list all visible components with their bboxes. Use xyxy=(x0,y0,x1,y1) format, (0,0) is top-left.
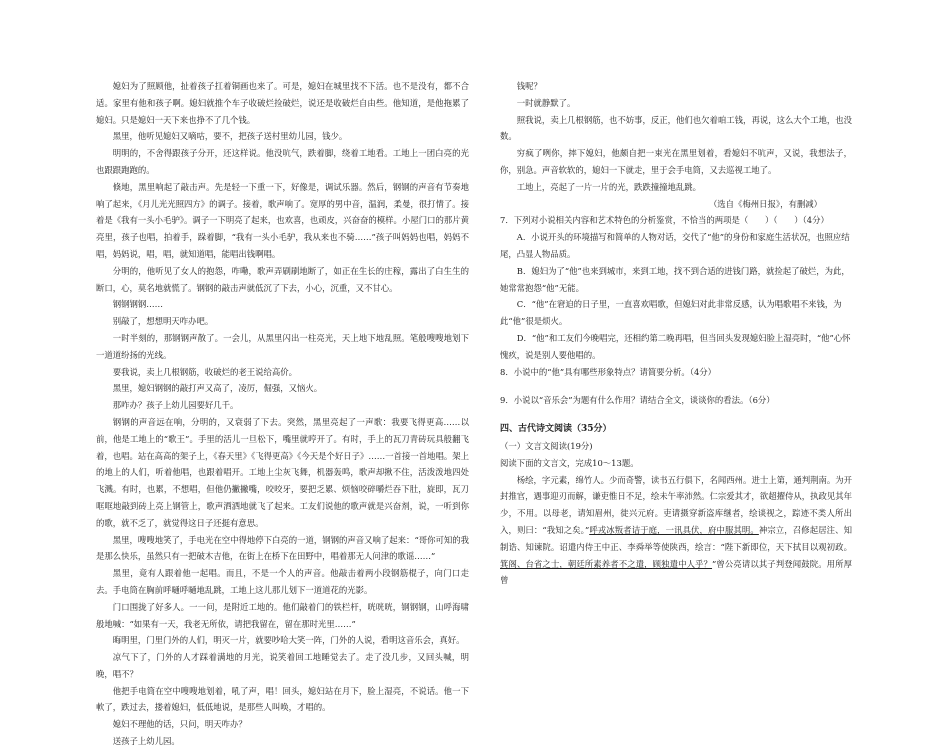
story-paragraph: 别敲了，想想明天咋办吧。 xyxy=(112,316,214,327)
option-c: C．“他”在窘迫的日子里，一直喜欢唱歌，但媳妇对此非常反感，认为唱歌唱不来钱，为此“他”很是烦火。 xyxy=(500,299,842,327)
story-paragraph: 照我说，卖上几根钢筋，也不妨事，反正，他们也欠着咱工钱，再说，这么大个工地，也没数。 xyxy=(500,114,852,142)
question-7: 7．下列对小说相关内容和艺术特色的分析鉴赏，不恰当的两项是（ ）（ ）（4分） xyxy=(500,215,829,226)
story-paragraph: 倏地，黑里响起了敲击声。先是轻一下重一下，好像是，调试乐器。然后，钢钢的声音有节奏地响了起来，《月儿光光照四方》的调子。接着，歌声响了。宽厚的男中音，温润，柔曼，很打情了。接着是《我有一头小毛驴》。调子一下明亮了起来，也欢喜，也顽皮，兴奋奋的模样。小屋门口的那片黄亮里，孩子也唱，拍着手，跺着脚，“我有一头小毛驴，我从来也不骑……”孩子叫妈妈也唱，妈妈不唱，妈妈说，唱，唱，就知道唱，能唱出钱啊唱。 xyxy=(96,181,469,259)
story-paragraph: 黑里，竟有人跟着他一起唱。而且，不是一个人的声音。他敲击着两小段钢筋棍子，向门口走去。手电筒在胸前呼嗵呼嗵地乱跳，工地上这儿那儿划下一道道花的光影。 xyxy=(96,568,469,595)
instruction: 阅读下面的文言文，完成10～13题。 xyxy=(500,457,639,468)
story-paragraph: 黑里，嗖嗖地笑了，手电光在空中得地停下白亮的一道，钢钢的声音又响了起来：“哥你可知的我是那么快乐，虽然只有一把破木吉他，在街上在桥下在田野中，唱着那无人问津的歌谣……” xyxy=(96,534,469,562)
passage-text: 神宗立，召修起居注、知制诰、知谏院。诏遣内侍王中正、李舜举等使陕西，绘言：“陛下新即位，天下拭目以观初政。 xyxy=(500,524,852,552)
option-b: B．媳妇为了“他”也来到城市，来到工地，找不到合适的进钱门路，就捡起了破烂，为此，她常常抱怨“他”无能。 xyxy=(500,265,850,293)
underlined-sentence: 箕阁、台省之士，朝廷所素养者不之遣，顾独遣中人乎？ xyxy=(500,558,713,569)
story-paragraph: 钢钢钢钢…… xyxy=(112,299,164,310)
story-paragraph: 媳妇为了照顾他，扯着孩子扛着铜画也来了。可是，媳妇在城里找不下活。也不是没有，都不合适。家里有他和孩子啊。媳妇就推个车子收破烂捡破烂，说还是收破烂自由些。他知道，是他拖累了媳妇。只是媳妇一天下来也挣不了几个钱。 xyxy=(96,81,469,125)
story-paragraph: 钢钢的声音远在响，分明的，又衰弱了下去。突然，黑里亮起了一声歌：我要飞得更高……以前，他是工地上的“歌王”。手里的活儿一旦松下，嘴里就哼开了。有时，手上的瓦刀青砖玩具般翻飞着，也唱。站在高高的架子上，《春天里》《飞得更高》《今天是个好日子》……一首接一首地唱。架上的地上的人们，听着他唱，也跟着唱开。工地上尘灰飞舞，机器轰鸣，歌声却揪不住，活泼泼地四处飞溅。有时，也累，不想唱，但他仍撇撇嘴，咬咬牙，要把乏累、烦恼咬碎嚼烂吞下肚，旋即，瓦刀哐哐地敲到砖上亮上钢管上，歌声洒洒地就飞了起来。工友们说他的歌声就是兴奋剂，说，一听到你的歌，就不乏了，就觉得这日子还挺有意思。 xyxy=(96,416,469,528)
source-note: （选自《梅州日报》，有删减） xyxy=(708,198,822,209)
story-paragraph: 钱呢？ xyxy=(516,81,542,91)
classical-passage xyxy=(500,472,852,590)
story-paragraph: 晦明里，门里门外的人们，明灭一片，就要吵哈大笑一阵，门外的人说，看明这音乐会，真好。 xyxy=(112,635,465,646)
story-paragraph: 明明的，不舍得跟孩子分开，还这样说。他没吭气，跌着脚，绕着工地看。工地上一团白亮的光也跟跟跑跑的。 xyxy=(96,148,469,175)
option-d: D．“他”和工友们今晚唱完，还相约第二晚再唱，但当回头发现媳妇脸上湿亮时，“他”心怀愧疚，说是别人要他唱的。 xyxy=(500,332,851,360)
story-paragraph: 分明的，他听见了女人的抱怨，咋嘞，歌声弄刷刷地断了，如正在生长的庄稼，露出了白生生的断口，心，莫名地就慌了。钢钢的敲击声就低沉了下去，小心，沉重，又不甘心。 xyxy=(96,265,469,293)
story-paragraph: 送孩子上幼儿园。 xyxy=(112,736,180,747)
story-paragraph: 凉气下了，门外的人才踩着满地的月光，说笑着回工地睡觉去了。走了没几步，又回头喊，明晚，唱不？ xyxy=(96,652,469,679)
left-column xyxy=(96,78,469,750)
passage-text: 杨绘，字元素，绵竹人。少而奇警，读书五行俱下，名闻西州。进士上第，通判荆南。为开封推官，遇事迎刃而解，谦吏惟日不足，绘未午率沛然。仁宗爱其才，欲超擢侍从，执政见其年少，不用。以母老，请知眉州，徙兴元府。吏请摄穿新盗库继者，绘谈视之，踪迹不类人所出入，则曰：“我知之矣。” xyxy=(500,474,852,535)
right-column xyxy=(500,78,852,589)
subsection-title: （一）文言文阅读(19分) xyxy=(500,440,593,451)
story-paragraph: 一时半刻的，那钢钢声散了。一会儿，从黑里闪出一柱亮光，天上地下地乱照。笔般嗖嗖地划下一道道纷扬的光线。 xyxy=(96,332,469,360)
story-paragraph: 黑里，媳妇钢钢的敲打声又高了，凌厉，倔强，又恼火。 xyxy=(112,383,323,394)
answer-space xyxy=(500,409,852,421)
story-paragraph: 媳妇不理他的话，只问，明天咋办？ xyxy=(112,719,247,730)
answer-space xyxy=(500,380,852,392)
section-title: 四、古代诗文阅读（35分） xyxy=(500,424,612,435)
story-paragraph: 门口围拢了好多人。一一问，是附近工地的。他们敲着门的铁栏杆，咣咣咣，钢钢钢，山呼海啸般地喊：“如果有一天，我老无所依，请把我留在，留在那时光里……” xyxy=(96,601,469,629)
question-8: 8．小说中的“他”具有哪些形象特点？请简要分析。（4分） xyxy=(500,366,717,377)
question-9: 9．小说以“音乐会”为题有什么作用？请结合全文，谈谈你的看法。（6分） xyxy=(500,395,775,406)
story-paragraph: 他把手电筒在空中嗖嗖地划着，吼了声，唱！回头，媳妇站在月下，脸上湿亮，不说话。他一下軟了，跌过去，搂着媳妇，低低地说，是那些人叫唤，才唱的。 xyxy=(96,685,469,713)
option-a: A．小说开头的环境描写和简单的人物对话，交代了“他”的身份和家庭生活状况，也照应结尾，凸显人物品质。 xyxy=(500,232,850,259)
story-paragraph: 工地上，亮起了一片一片的光，跌跌撞撞地乱跳。 xyxy=(516,181,702,192)
story-paragraph: 穷疯了咧你，摔下媳妇，他颇自把一束光在黑里划着，看媳妇不吭声，又说，我想法子，你，别急。声音软软的，媳妇一下就走，里于会手电筒，又去巡视工地了。 xyxy=(500,148,852,175)
story-paragraph: 那咋办？孩子上幼儿园要好几千。 xyxy=(112,400,239,411)
passage-text: ”曾公亮请以其子判登闻鼓院。用所厚曾 xyxy=(500,558,853,586)
story-paragraph: 一时就静默了。 xyxy=(516,97,576,108)
underlined-sentence: 呼戎冰叛者诘于庭，一讯具伏，府中服其明。 xyxy=(589,524,759,535)
story-paragraph: 黑里，他听见媳妇又嘀咕，要不，把孩子送村里幼儿园，钱少。 xyxy=(112,131,348,142)
story-paragraph: 要我说，卖上几根钢筋，收破烂的老王说给高价。 xyxy=(112,366,298,377)
